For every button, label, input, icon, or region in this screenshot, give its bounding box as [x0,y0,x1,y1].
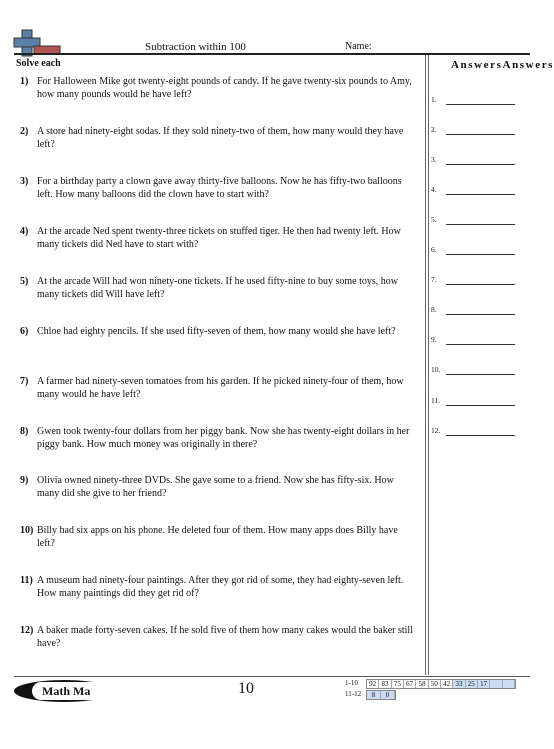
answer-row [431,335,521,347]
problem-item [20,524,418,550]
problem-number: 7) [20,376,29,387]
footer-divider [14,676,530,677]
answer-number: 5. [431,215,437,224]
answer-blank[interactable] [446,405,515,406]
answer-blank[interactable] [446,344,515,345]
answer-key-cell: 17 [478,680,490,688]
answer-key-cell [503,680,515,688]
answer-blank[interactable] [446,314,515,315]
answer-blank[interactable] [446,104,515,105]
answer-key-label: 11-12 [345,690,362,698]
answer-key-cell: 33 [453,680,465,688]
math-logo [14,680,114,702]
answer-blank[interactable] [446,224,515,225]
answer-blank[interactable] [446,134,515,135]
problem-item [20,474,418,500]
answer-row [431,215,521,227]
name-label: Name: [345,41,372,52]
problem-number: 12) [20,625,34,636]
problem-number: 9) [20,475,29,486]
answer-number: 11. [431,396,441,405]
answer-key-cell: 83 [379,680,391,688]
answer-row [431,185,521,197]
problem-text: A baker made forty-seven cakes. If he sold five of them how many cakes would the baker still have? [37,625,413,650]
problem-text: A store had ninety-eight sodas. If they sold ninety-two of them, how many would they have left? [37,126,404,151]
problem-item [20,125,418,151]
answer-key-cell: 0 [381,691,395,699]
answer-key-cell: 67 [404,680,416,688]
header-divider [14,53,530,55]
problem-text: For a birthday party a clown gave away thirty-five balloons. Now he has fifty-two balloons left. How many balloons did the clown have to start with? [37,176,402,201]
answer-row [431,125,521,137]
problem-number: 6) [20,326,29,337]
answer-row [431,365,521,377]
column-divider [425,55,429,675]
answer-key-cell: 50 [429,680,441,688]
problem-item [20,375,418,401]
problem-item [20,325,418,338]
answer-number: 6. [431,245,437,254]
problem-text: At the arcade Ned spent twenty-three tickets on stuffed tiger. He then had twenty left. How many tickets did Ned have to start with? [37,226,401,251]
answer-blank[interactable] [446,194,515,195]
problem-item [20,624,418,650]
answer-key-row [366,679,516,689]
answer-blank[interactable] [446,284,515,285]
answer-number: 12. [431,426,441,435]
problem-text: For Halloween Mike got twenty-eight pounds of candy. If he gave twenty-six pounds to Amy, how many pounds would he have left? [37,76,412,101]
problem-number: 2) [20,126,29,137]
worksheet-title: Subtraction within 100 [145,41,246,53]
problem-text: A farmer had ninety-seven tomatoes from his garden. If he picked ninety-four of them, how many would he have left? [37,376,404,401]
answer-key-cell: 92 [367,680,379,688]
answer-number: 3. [431,155,437,164]
problem-text: Olivia owned ninety-three DVDs. She gave some to a friend. Now she has fifty-six. How many did she give to her friend? [37,475,394,500]
answer-number: 9. [431,335,437,344]
answer-key-cell: 8 [367,691,381,699]
answer-key-cell: 42 [441,680,453,688]
problem-text: Gwen took twenty-four dollars from her piggy bank. Now she has twenty-eight dollars in her piggy bank. How much money was originally in there? [37,426,410,451]
problem-text: Chloe had eighty pencils. If she used fifty-seven of them, how many would she have left? [37,326,396,337]
answer-number: 10. [431,365,441,374]
answer-row [431,155,521,167]
answer-blank[interactable] [446,374,515,375]
problem-item [20,75,418,101]
answer-number: 2. [431,125,437,134]
answer-key-cell: 58 [416,680,428,688]
answer-key-cell: 25 [466,680,478,688]
answer-row [431,396,521,408]
answer-blank[interactable] [446,254,515,255]
problem-number: 11) [20,575,33,586]
answer-blank[interactable] [446,435,515,436]
problem-number: 5) [20,276,29,287]
answer-number: 8. [431,305,437,314]
answer-key-cell [490,680,502,688]
problem-number: 1) [20,76,29,87]
problem-number: 10) [20,525,34,536]
problem-text: At the arcade Will had won ninety-one tickets. If he used fifty-nine to buy some toys, how many tickets did Will have left? [37,276,398,301]
answers-header: AnswersAnswers [451,59,554,71]
problem-item [20,574,418,600]
problem-number: 3) [20,176,29,187]
answer-row [431,95,521,107]
answer-key-cell: 75 [392,680,404,688]
problem-text: A museum had ninety-four paintings. After they got rid of some, they had eighty-seven left. How many paintings did they get rid of? [37,575,404,600]
page-number: 10 [238,680,254,697]
answer-key-row [366,690,396,700]
answer-number: 4. [431,185,437,194]
problem-item [20,225,418,251]
problem-item [20,275,418,301]
answer-blank[interactable] [446,164,515,165]
problem-number: 4) [20,226,29,237]
answer-key-label: 1-10 [345,679,358,687]
problem-number: 8) [20,426,29,437]
answer-row [431,426,521,438]
answer-row [431,305,521,317]
problem-item [20,175,418,201]
problem-text: Billy had six apps on his phone. He deleted four of them. How many apps does Billy have left? [37,525,398,550]
answer-row [431,245,521,257]
problem-item [20,425,418,451]
instructions: Solve each [16,58,61,69]
math-logo-text: Math Ma [32,682,114,700]
answer-number: 1. [431,95,437,104]
answer-number: 7. [431,275,437,284]
answer-row [431,275,521,287]
